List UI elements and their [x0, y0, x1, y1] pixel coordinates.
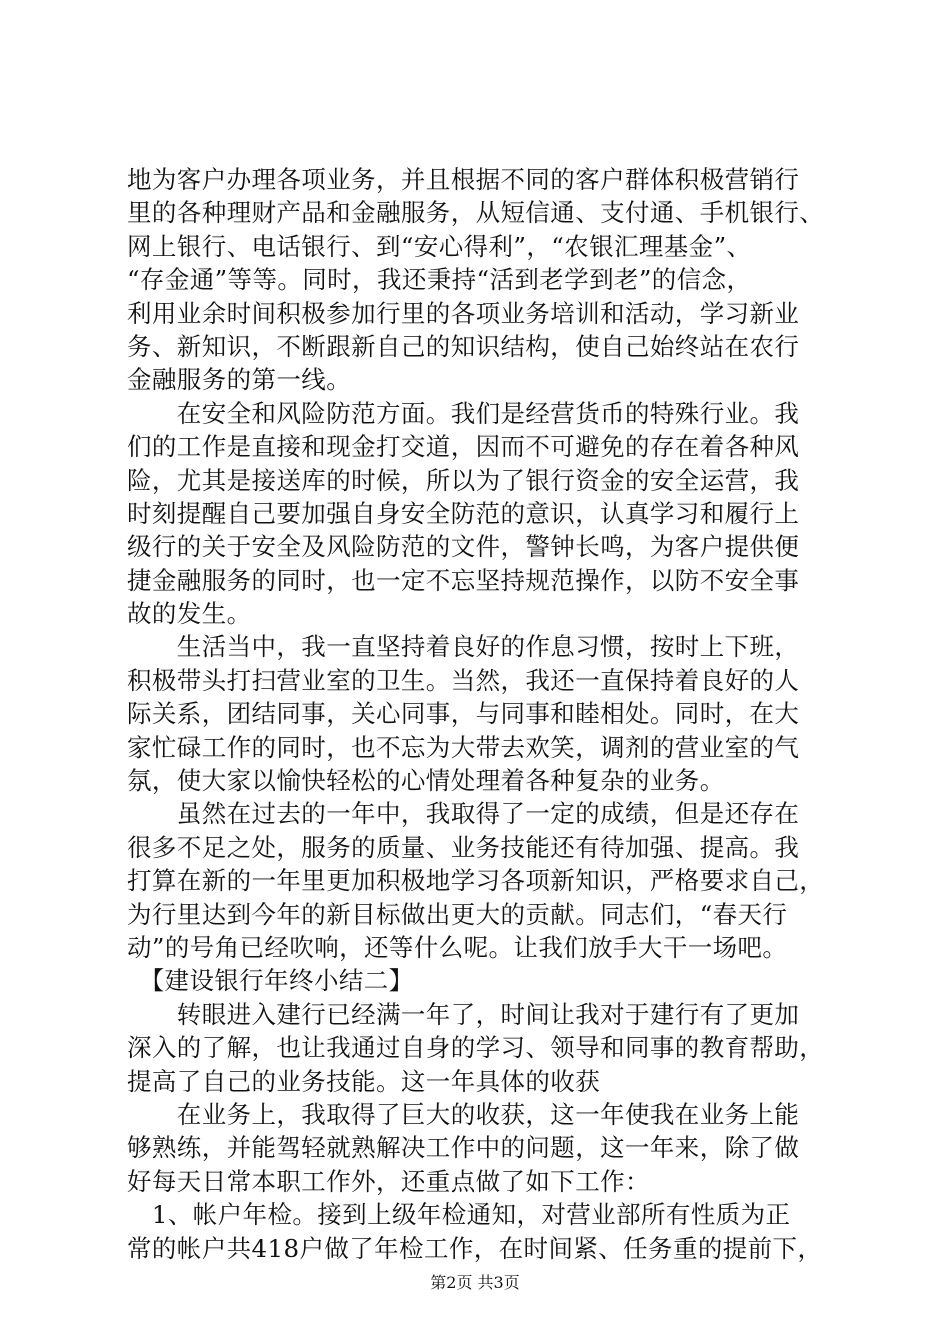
text-line: 故的发生。: [127, 599, 252, 629]
text-line: 氛，使大家以愉快轻松的心情处理着各种复杂的业务。: [127, 766, 725, 796]
text-line: 在业务上，我取得了巨大的收获，这一年使我在业务上能: [127, 1099, 800, 1129]
text-line: 里的各种理财产品和金融服务，从短信通、支付通、手机银行、: [127, 198, 825, 228]
text-line: 深入的了解，也让我通过自身的学习、领导和同事的教育帮助，: [127, 1033, 825, 1063]
text-line: 地为客户办理各项业务，并且根据不同的客户群体积极营销行: [127, 165, 800, 194]
text-line: 提高了自己的业务技能。这一年具体的收获: [127, 1066, 601, 1096]
page-number-footer: 第2页 共3页: [430, 1273, 520, 1292]
text-line: 们的工作是直接和现金打交道，因而不可避免的存在着各种风: [127, 432, 800, 462]
text-line: 时刻提醒自己要加强自身安全防范的意识，认真学习和履行上: [127, 498, 800, 528]
text-line: 1、帐户年检。接到上级年检通知，对营业部所有性质为正: [127, 1200, 791, 1230]
text-line: 家忙碌工作的同时，也不忘为大带去欢笑，调剂的营业室的气: [127, 732, 800, 762]
section-heading: 【建设银行年终小结二】: [127, 966, 414, 996]
text-line: 很多不足之处，服务的质量、业务技能还有待加强、提高。我: [127, 832, 800, 862]
text-line: 虽然在过去的一年中，我取得了一定的成绩，但是还存在: [127, 799, 800, 829]
text-line: 利用业余时间积极参加行里的各项业务培训和活动，学习新业: [127, 298, 800, 328]
text-line: 打算在新的一年里更加积极地学习各项新知识，严格要求自己，: [127, 866, 825, 896]
text-line: 在安全和风险防范方面。我们是经营货币的特殊行业。我: [127, 398, 800, 428]
text-line: 够熟练，并能驾轻就熟解决工作中的问题，这一年来，除了做: [127, 1133, 800, 1163]
document-body: [127, 163, 847, 1265]
text-line: 常的帐户共418户做了年检工作，在时间紧、任务重的提前下，: [127, 1233, 823, 1263]
text-line: 际关系，团结同事，关心同事，与同事和睦相处。同时，在大: [127, 699, 800, 729]
text-line: 金融服务的第一线。: [127, 365, 352, 395]
text-line: 务、新知识，不断跟新自己的知识结构，使自己始终站在农行: [127, 331, 800, 361]
text-line: 为行里达到今年的新目标做出更大的贡献。同志们，“春天行: [127, 899, 788, 929]
text-line: 险，尤其是接送库的时候，所以为了银行资金的安全运营，我: [127, 465, 800, 495]
text-line: 好每天日常本职工作外，还重点做了如下工作：: [127, 1166, 650, 1196]
text-line: 网上银行、电话银行、到“安心得利”，“农银汇理基金”、: [127, 231, 752, 261]
text-line: 生活当中，我一直坚持着良好的作息习惯，按时上下班，: [127, 632, 800, 662]
text-line: 级行的关于安全及风险防范的文件，警钟长鸣，为客户提供便: [127, 532, 800, 562]
text-line: 动”的号角已经吹响，还等什么呢。让我们放手大干一场吧。: [127, 932, 788, 962]
text-line: 积极带头打扫营业室的卫生。当然，我还一直保持着良好的人: [127, 665, 800, 695]
text-line: 捷金融服务的同时，也一定不忘坚持规范操作，以防不安全事: [127, 565, 800, 595]
text-line: 转眼进入建行已经满一年了，时间让我对于建行有了更加: [127, 999, 800, 1029]
text-line: “存金通”等等。同时，我还秉持“活到老学到老”的信念，: [127, 265, 752, 295]
